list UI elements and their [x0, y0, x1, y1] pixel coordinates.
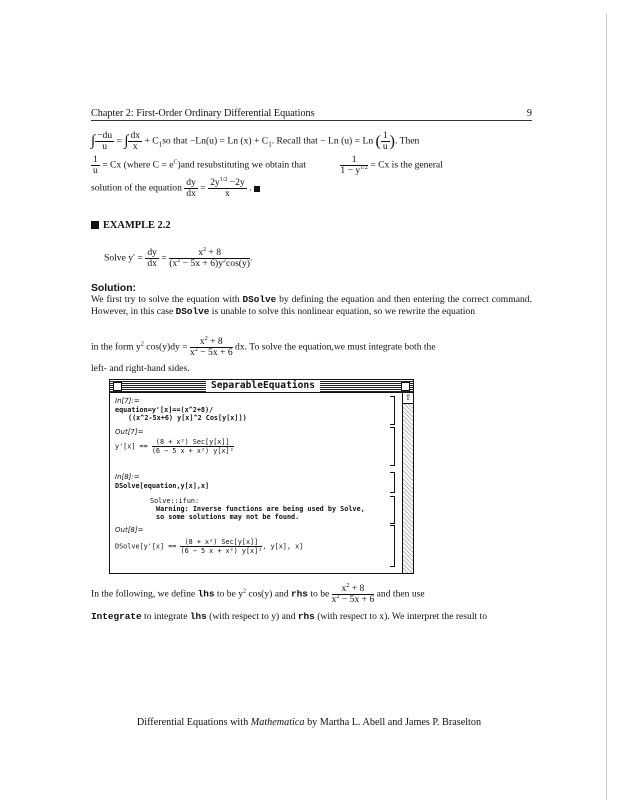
frac-1-u: $\frac{1}{u}$ [382, 130, 388, 152]
chapter-title: Chapter 2: First-Order Ordinary Differential Equations [91, 108, 315, 119]
page-number: 9 [526, 108, 532, 119]
close-box-icon[interactable] [113, 382, 122, 391]
example-bullet-square [91, 221, 99, 229]
input-cell-7-line-2[interactable]: ((x^2-5x+6) y[x]^2 Cos[y[x]]) [128, 414, 247, 422]
frac-1-over-1-minus-y: $\frac{1}{1 - y^{1/2}}$ [340, 154, 368, 176]
cell-bracket-out7[interactable] [390, 427, 395, 466]
cell-bracket-out8[interactable] [390, 525, 395, 567]
cell-bracket-in7[interactable] [390, 396, 395, 425]
end-of-proof-square [254, 186, 260, 192]
message-warning-line-2: so some solutions may not be found. [156, 513, 300, 521]
page-footer: Differential Equations with Mathematica by Martha L. Abell and James P. Braselton [136, 717, 482, 728]
page-edge-rule [606, 14, 607, 800]
vertical-scrollbar[interactable] [402, 393, 413, 573]
frac-dy-dx-2: $\frac{dy}{dx}$ [147, 247, 157, 269]
solution-paragraph-2: in the form $y^2$ cos(y)dy = $\frac{x^2 + 8}{x^2 - 5x + 6}$ dx. To solve the equation,we must integrate both the [91, 335, 436, 358]
after-line-2: Integrate to integrate lhs (with respect to y) and rhs (with respect to x). We interpret the result to [91, 611, 488, 622]
intro-line-3: solution of the equation $\frac{dy}{dx}$ = $\frac{2y^{1/2} -2y}{x}$ . [91, 178, 260, 199]
frac-rhs-define: $\frac{x^2 + 8}{x^2 - 5x + 6}$ [331, 582, 375, 605]
scroll-up-arrow-icon[interactable]: ⇧ [402, 393, 413, 404]
intro-line-1: ∫ $\frac{-du}{u}$ = ∫ $\frac{dx}{x}$ + $C_1so$ that −Ln(u) = Ln $(x) + C_1$. Recall that − Ln (u) = Ln ( $\frac{1}{u}$ ). Then [91, 130, 420, 152]
mathematica-notebook-window[interactable] [109, 379, 414, 574]
message-solve-ifun: Solve::ifun: [150, 497, 200, 505]
message-warning-line-1: Warning: Inverse functions are being used by Solve, [156, 505, 365, 513]
input-cell-7-line-1[interactable]: equation=y'[x]==(x^2+8)/ [115, 406, 214, 414]
frac-1-over-u: $\frac{1}{u}$ [93, 154, 98, 176]
frac-dx-x: $\frac{dx}{x}$ [130, 130, 141, 152]
cell-bracket-message[interactable] [390, 496, 395, 524]
example-heading: EXAMPLE 2.2 [91, 220, 171, 231]
output-label-7: Out[7]= [115, 428, 144, 436]
frac-rewrite: $\frac{x^2 + 8}{x^2 - 5x + 6}$ [190, 335, 233, 358]
header-rule [91, 120, 532, 121]
zoom-box-icon[interactable] [401, 382, 410, 391]
solution-heading: Solution: [91, 283, 137, 294]
solve-equation: Solve y′ = $\frac{dy}{dx}$ = $\frac{x^2 + 8}{(x^2 - 5x + 6)y^2\cos(y)}$ . [104, 246, 253, 269]
cell-bracket-in8[interactable] [390, 472, 395, 493]
window-title-bar[interactable] [110, 380, 413, 393]
intro-line-2: $\frac{1}{u}$ = Cx (where $C = e^C)and$ resubstituting we obtain that $\frac{1}{1 - y^{1/2}}$ = Cx is the general [93, 154, 443, 176]
output-cell-7: y'[x] == (8 + x²) Sec[y[x]] (6 − 5 x + x²) y[x]² [115, 438, 234, 455]
frac-2y-over-x: $\frac{2y^{1/2} -2y}{x}$ [210, 176, 245, 199]
input-cell-8[interactable]: DSolve[equation,y[x],x] [115, 482, 210, 490]
after-line-1: In the following, we define lhs to be $y^2$ cos(y) and rhs to be $\frac{x^2 + 8}{x^2 - 5x + 6}$ and then use [91, 582, 425, 605]
frac-dy-dx: $\frac{dy}{dx}$ [186, 177, 196, 199]
output-label-8: Out[8]= [115, 526, 144, 534]
frac-du-u: $\frac{-du}{u}$ [97, 130, 113, 152]
input-label-7: In[7]:= [115, 397, 140, 405]
solution-paragraph-3: left- and right-hand sides. [91, 363, 190, 374]
output-cell-8: DSolve[y'[x] == (8 + x²) Sec[y[x]] (6 − 5 x + x²) y[x]², y[x], x] [115, 538, 304, 555]
running-header [91, 108, 532, 119]
window-title: SeparableEquations [206, 380, 320, 392]
solution-paragraph-1: We first try to solve the equation with DSolve by defining the equation and then entering the correct command. However, in this case DSolve is unable to solve this nonlinear equation, so we rewrite the equation [91, 294, 532, 318]
frac-rhs: $\frac{x^2 + 8}{(x^2 - 5x + 6)y^2\cos(y)}$ [169, 246, 250, 269]
input-label-8: In[8]:= [115, 473, 140, 481]
